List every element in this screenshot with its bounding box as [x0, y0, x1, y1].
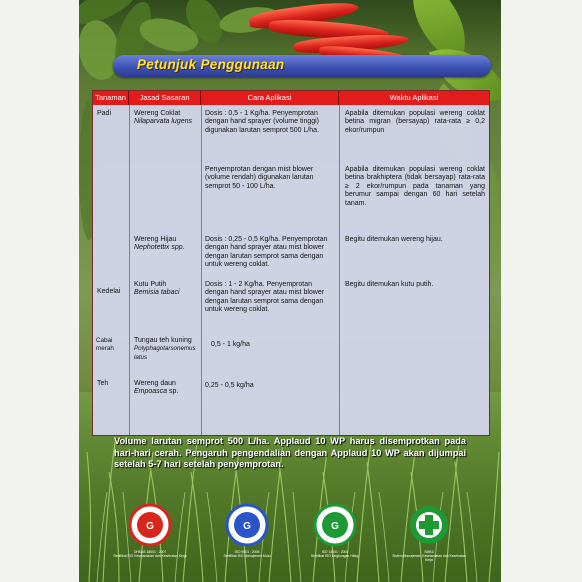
- application-note: Volume larutan semprot 500 L/ha. Applaud 10 WP harus disemprotkan pada hari-hari cerah. Pengaruh pengendalian dengan Applaud 10 WP akan dijumpai setelah 5-7 hari setelah penyemprotan.: [114, 436, 466, 470]
- certification-seal-icon: [313, 503, 357, 547]
- badge-caption: ISO 14001 : 2004 Sertifikat ISO Lingkungan Hidup: [310, 550, 360, 558]
- cell-tanaman: Cabai merah: [96, 337, 114, 353]
- cell-cara-aplikasi: 0,25 - 0,5 kg/ha: [205, 382, 254, 389]
- cell-cara-aplikasi-2: Penyemprotan dengan mist blower (volume rendah) digunakan larutan semprot 50 - 100 L/ha.: [205, 166, 314, 190]
- header-tanaman: Tanaman: [93, 91, 129, 105]
- cell-sasaran: Wereng Coklat Nilaparvata lugens: [134, 110, 192, 126]
- svg-text:G: G: [243, 521, 251, 532]
- cell-tanaman: Kedelai: [97, 288, 121, 295]
- cell-sasaran: Kutu Putih Bemisia tabaci: [134, 281, 180, 297]
- badge-caption: OHSAS 18001 : 2007 Sertifikat ISO Keselamatan dan Kesehatan Kerja: [113, 550, 187, 558]
- cell-sasaran: Wereng Hijau Nephotettix spp.: [134, 236, 185, 252]
- cell-cara-aplikasi: Dosis : 0,5 - 1 Kg/ha. Penyemprotan dengan hand sprayer (volume tinggi) digunakan larutan semprot 500 L/ha.: [205, 110, 320, 134]
- product-leaflet: [79, 0, 501, 582]
- svg-text:G: G: [146, 521, 154, 532]
- cell-cara-aplikasi: Dosis : 1 - 2 Kg/ha. Penyemprotan dengan hand sprayer atau mist blower dengan larutan semprot sama dengan untuk wereng coklat.: [205, 281, 325, 314]
- safety-gear-cross-icon: [407, 503, 451, 547]
- cell-sasaran: Tungau teh kuning Polyphagotarsonemus latus: [134, 337, 196, 361]
- cell-waktu-aplikasi: Apabila ditemukan populasi wereng coklat betina migran (bersayap) rata-rata ≥ 0,2 ekor/rumpun: [345, 110, 485, 134]
- cell-cara-aplikasi: 0,5 - 1 kg/ha: [211, 341, 250, 348]
- svg-text:G: G: [331, 521, 339, 532]
- badge-caption: SMK3 Sistem Manajemen Keselamatan dan Kesehatan Kerja: [392, 550, 466, 562]
- header-jasad-sasaran: Jasad Sasaran: [129, 91, 201, 105]
- cell-waktu-aplikasi: Begitu ditemukan kutu putih.: [345, 281, 434, 288]
- cell-waktu-aplikasi-2: Apabila ditemukan populasi wereng coklat betina brakhiptera (tidak bersayap) rata-rata ≥ 2 ekor/rumpun pada tanaman yang berumur sampai dengan 60 hari setelah tanam.: [345, 166, 485, 207]
- certification-seal-icon: [128, 503, 172, 547]
- page-title: Petunjuk Penggunaan: [137, 57, 285, 72]
- title-banner: [113, 55, 491, 77]
- header-cara-aplikasi: Cara Aplikasi: [201, 91, 339, 105]
- certification-seal-icon: [225, 503, 269, 547]
- cell-sasaran: Wereng daun Empoasca sp.: [134, 380, 179, 396]
- cell-cara-aplikasi: Dosis : 0,25 - 0,5 Kg/ha. Penyemprotan dengan hand sprayer atau mist blower dengan larutan semprot sama dengan untuk wereng coklat.: [205, 236, 328, 269]
- cell-tanaman: Padi: [97, 110, 112, 117]
- cell-waktu-aplikasi: Begitu ditemukan wereng hijau.: [345, 236, 443, 243]
- badge-caption: ISO 9001 : 2008 Sertifikat ISO Manajemen Mutu: [223, 550, 271, 558]
- usage-table: [92, 90, 490, 436]
- cell-tanaman: Teh: [97, 380, 109, 387]
- header-waktu-aplikasi: Waktu Aplikasi: [339, 91, 489, 105]
